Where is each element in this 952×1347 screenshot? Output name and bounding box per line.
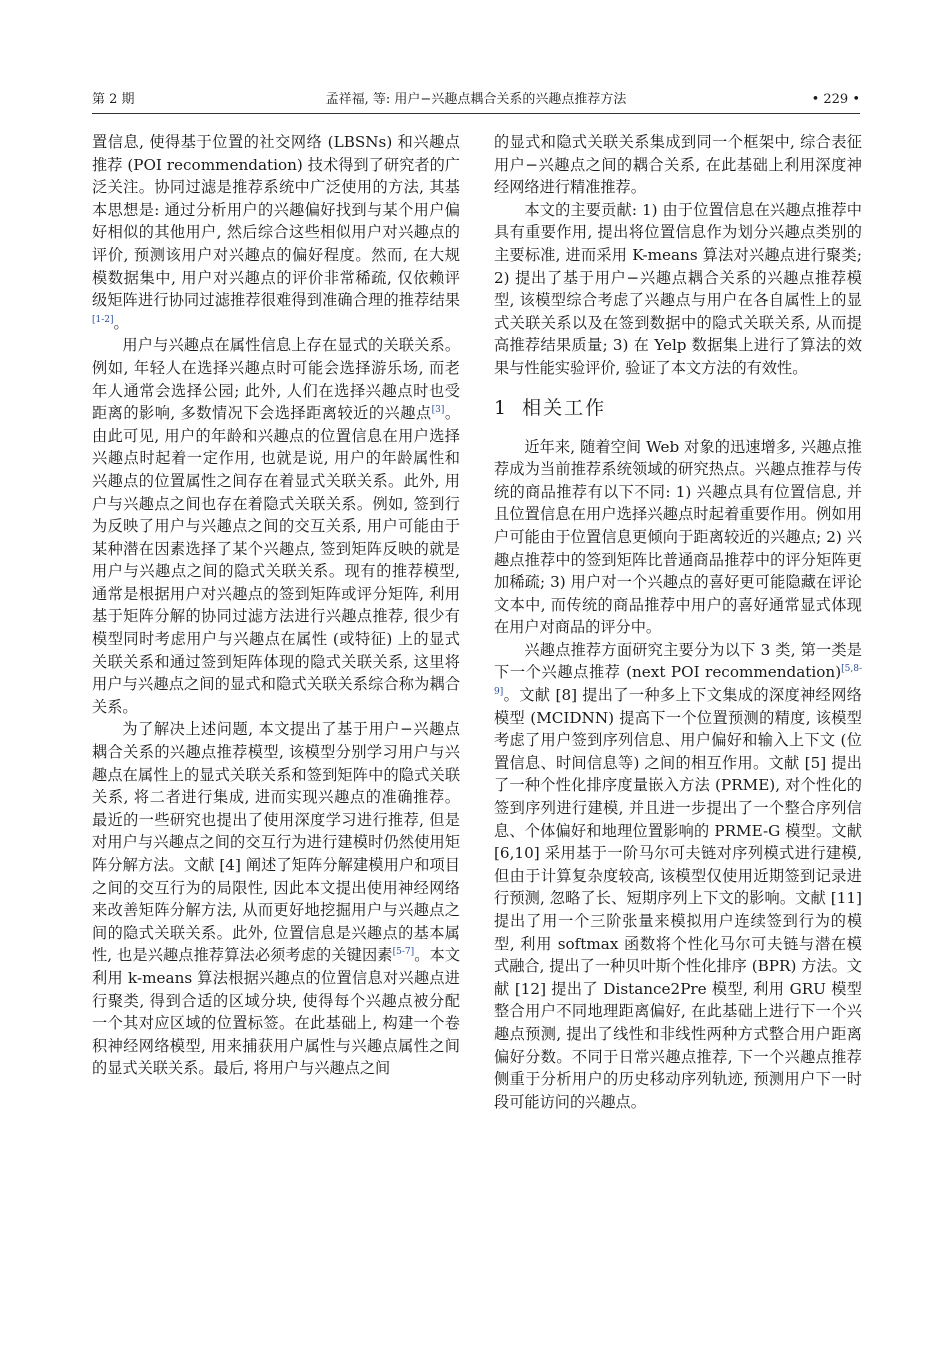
right-column (494, 131, 862, 1113)
page-number: • 229 • (811, 92, 860, 107)
left-column (92, 131, 460, 1080)
running-header (92, 90, 860, 112)
citation[interactable]: [5,8-9] (494, 664, 862, 698)
section-title: 相关工作 (522, 396, 607, 419)
paragraph: 用户与兴趣点在属性信息上存在显式的关联关系。例如, 年轻人在选择兴趣点时可能会选择游乐场, 而老年人通常会选择公园; 此外, 人们在选择兴趣点时也受距离的影响, 多数情况下会选择距离较近的兴趣点[3]。由此可见, 用户的年龄和兴趣点的位置信息在用户选择兴趣点时起着一定作用, 也就是说, 用户的年龄属性和兴趣点的位置属性之间存在着显式关联关系。此外, 用户与兴趣点之间也存在着隐式关联关系。例如, 签到行为反映了用户与兴趣点之间的交互关系, 用户可能由于某种潜在因素选择了某个兴趣点, 签到矩阵反映的就是用户与兴趣点之间的隐式关联关系。现有的推荐模型, 通常是根据用户对兴趣点的签到矩阵或评分矩阵, 利用基于矩阵分解的协同过滤方法进行兴趣点推荐, 很少有模型同时考虑用户与兴趣点在属性 (或特征) 上的显式关联关系和通过签到矩阵体现的隐式关联关系, 这里将用户与兴趣点之间的显式和隐式关联关系综合称为耦合关系。 (92, 336, 461, 716)
citation[interactable]: [1-2] (92, 314, 114, 325)
citation[interactable]: [3] (431, 405, 445, 416)
header-rule (92, 113, 860, 114)
paragraph: 的显式和隐式关联关系集成到同一个框架中, 综合表征用户−兴趣点之间的耦合关系, 在此基础上利用深度神经网络进行精准推荐。 (494, 133, 862, 197)
paragraph: 近年来, 随着空间 Web 对象的迅速增多, 兴趣点推荐成为当前推荐系统领域的研究热点。兴趣点推荐与传统的商品推荐有以下不同: 1) 兴趣点具有位置信息, 并且位置信息在用户选择兴趣点时起着重要作用。例如用户可能由于位置信息更倾向于距离较近的兴趣点; 2) 兴趣点推荐中的签到矩阵比普通商品推荐中的评分矩阵更加稀疏; 3) 用户对一个兴趣点的喜好更可能隐藏在评论文本中, 而传统的商品推荐中用户的喜好通常显式体现在用户对商品的评分中。 (494, 437, 862, 637)
running-title: 孟祥福, 等: 用户−兴趣点耦合关系的兴趣点推荐方法 (325, 92, 627, 107)
issue-number: 第 2 期 (92, 92, 135, 107)
paragraph: 为了解决上述问题, 本文提出了基于用户−兴趣点耦合关系的兴趣点推荐模型, 该模型分别学习用户与兴趣点在属性上的显式关联关系和签到矩阵中的隐式关联关系, 将二者进行集成, 进而实现兴趣点的准确推荐。最近的一些研究也提出了使用深度学习进行推荐, 但是对用户与兴趣点之间的交互行为进行建模时仍然使用矩阵分解方法。文献 [4] 阐述了矩阵分解建模用户和项目之间的交互行为的局限性, 因此本文提出使用神经网络来改善矩阵分解方法, 从而更好地挖掘用户与兴趣点之间的隐式关联关系。此外, 位置信息是兴趣点的基本属性, 也是兴趣点推荐算法必须考虑的关键因素[5-7]。本文利用 k-means 算法根据兴趣点的位置信息对兴趣点进行聚类, 得到合适的区域分块, 使得每个兴趣点被分配一个其对应区域的位置标签。在此基础上, 构建一个卷积神经网络模型, 用来捕获用户属性与兴趣点属性之间的显式关联关系。最后, 将用户与兴趣点之间 (92, 720, 461, 1078)
paragraph: 置信息, 使得基于位置的社交网络 (LBSNs) 和兴趣点推荐 (POI recommendation) 技术得到了研究者的广泛关注。协同过滤是推荐系统中广泛使用的方法, 其基本思想是: 通过分析用户的兴趣偏好找到与某个用户偏好相似的其他用户, 然后综合这些相似用户对兴趣点的评价, 预测该用户对兴趣点的偏好程度。然而, 在大规模数据集中, 用户对兴趣点的评价非常稀疏, 仅依赖评级矩阵进行协同过滤推荐很难得到准确合理的推荐结果[1-2]。 (92, 133, 460, 332)
section-heading (494, 394, 862, 422)
section-number: 1 (494, 396, 509, 419)
paragraph: 兴趣点推荐方面研究主要分为以下 3 类, 第一类是下一个兴趣点推荐 (next POI recommendation)[5,8-9]。文献 [8] 提出了一种多上下文集成的深度神经网络模型 (MCIDNN) 提高下一个位置预测的精度, 该模型考虑了用户签到序列信息、用户偏好和输入上下文 (位置信息、时间信息等) 之间的相互作用。文献 [5] 提出了一种个性化排序度量嵌入方法 (PRME), 对个性化的签到序列进行建模, 并且进一步提出了一个整合序列信息、个体偏好和地理位置影响的 PRME-G 模型。文献 [6,10] 采用基于一阶马尔可夫链对序列模式进行建模, 但由于计算复杂度较高, 该模型仅使用近期签到记录进行预测, 忽略了长、短期序列上下文的影响。文献 [11] 提出了用一个三阶张量来模拟用户连续签到行为的模型, 利用 softmax 函数将个性化马尔可夫链与潜在模式融合, 提出了一种贝叶斯个性化排序 (BPR) 方法。文献 [12] 提出了 Distance2Pre 模型, 利用 GRU 模型整合用户不同地理距离偏好, 在此基础上进行下一个兴趣点预测, 提出了线性和非线性两种方式整合用户距离偏好分数。不同于日常兴趣点推荐, 下一个兴趣点推荐侧重于分析用户的历史移动序列轨迹, 预测用户下一时段可能访问的兴趣点。 (494, 640, 862, 1111)
citation[interactable]: [5-7] (392, 947, 415, 958)
paragraph: 本文的主要贡献: 1) 由于位置信息在兴趣点推荐中具有重要作用, 提出将位置信息作为划分兴趣点类别的主要标准, 进而采用 K-means 算法对兴趣点进行聚类; 2) 提出了基于用户−兴趣点耦合关系的兴趣点推荐模型, 该模型综合考虑了兴趣点与用户在各自属性上的显式关联关系以及在签到数据中的隐式关联关系, 从而提高推荐结果质量; 3) 在 Yelp 数据集上进行了算法的效果与性能实验评价, 验证了本文方法的有效性。 (494, 200, 862, 377)
